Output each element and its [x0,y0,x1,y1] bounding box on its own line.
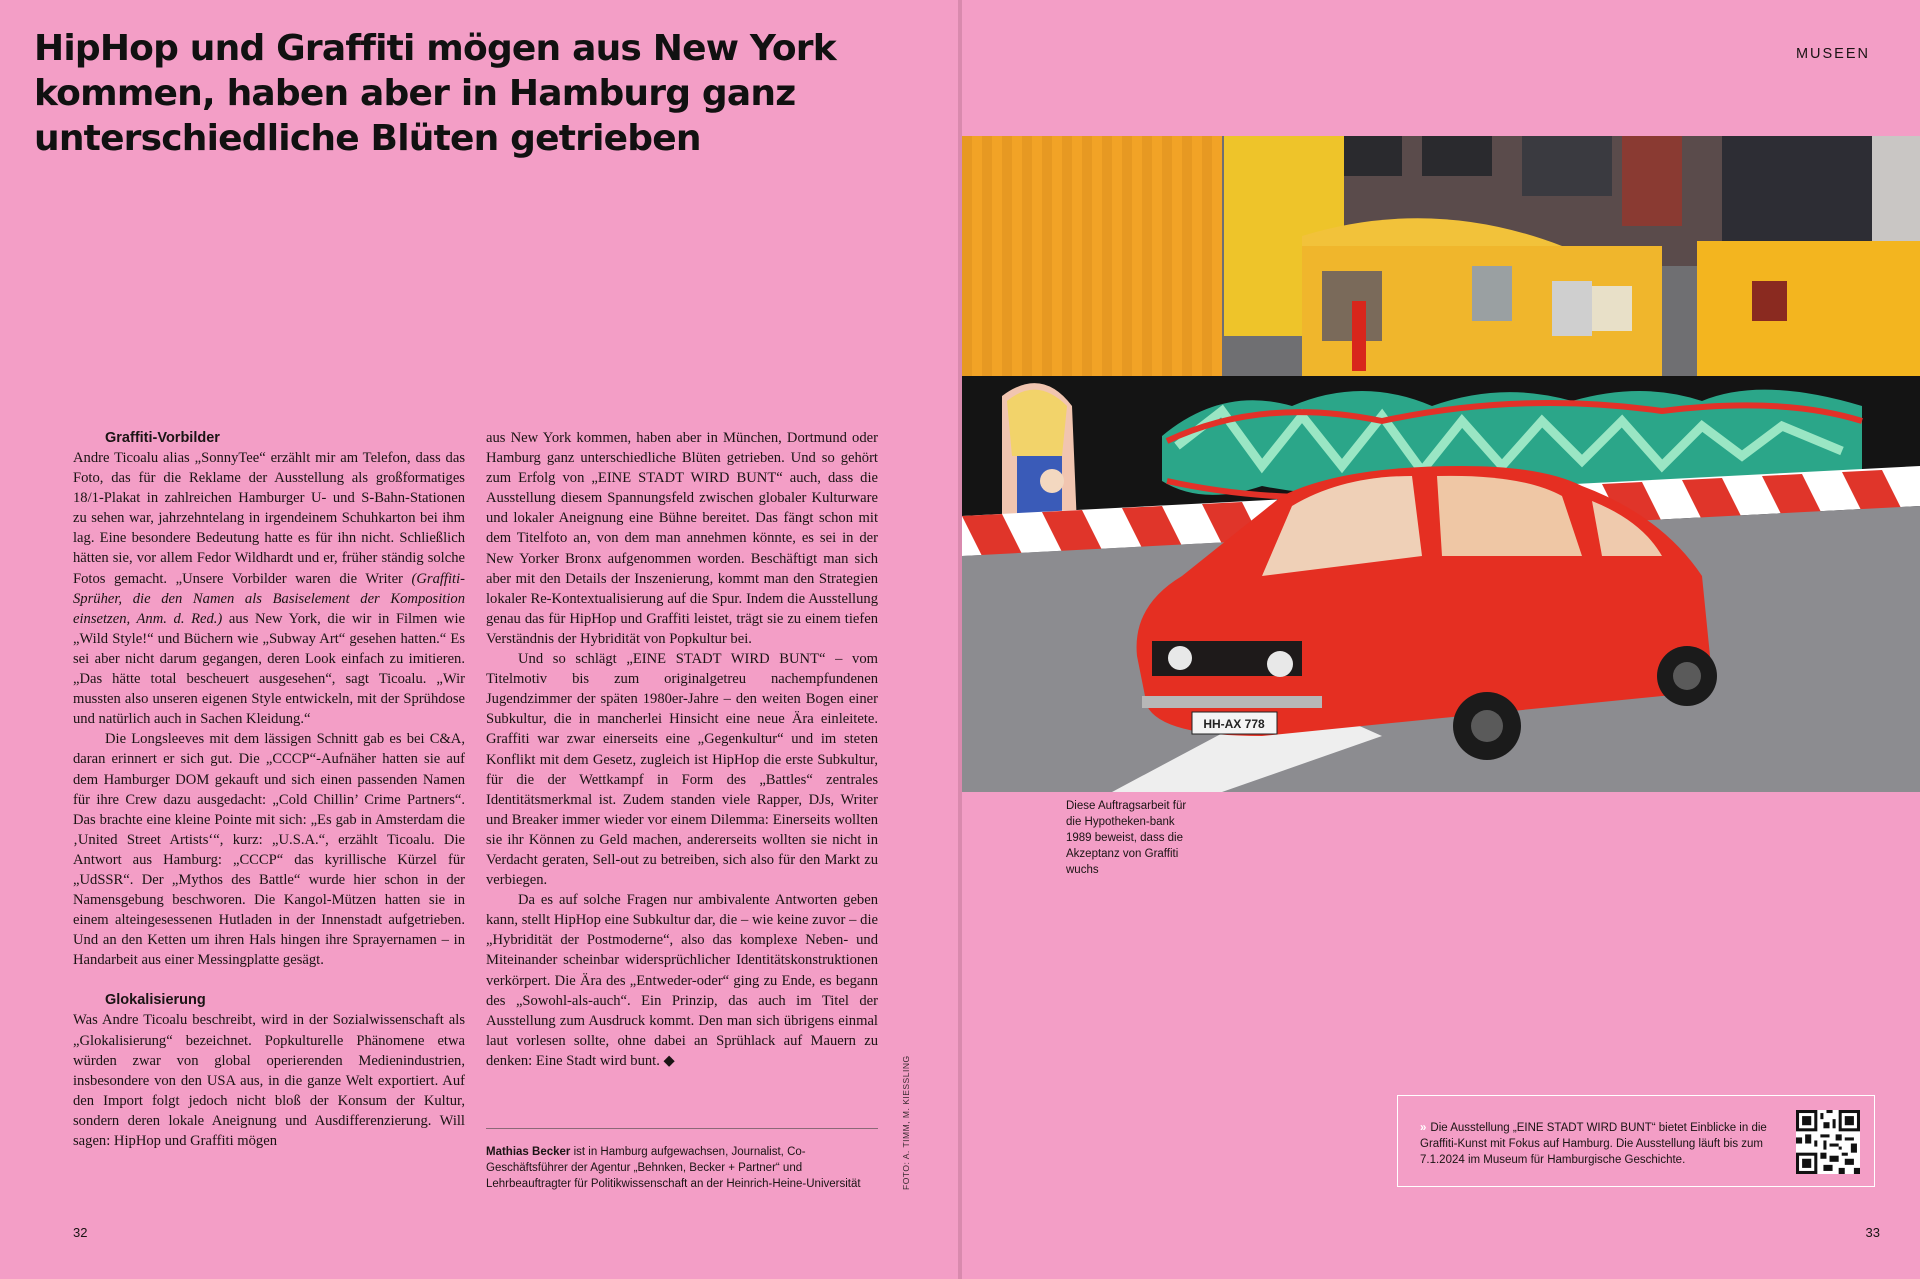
photo-credit: FOTO: A. TIMM, M. KIESSLING [901,1055,911,1190]
exhibition-info: Die Ausstellung „EINE STADT WIRD BUNT“ bietet Einblicke in die Graffiti-Kunst mit Fokus auf Hamburg. Die Ausstellung läuft bis zum 7.1.2024 im Museum für Hamburgische Geschichte. [1420,1122,1767,1166]
right-page [962,0,1920,1279]
paragraph: Was Andre Ticoalu beschreibt, wird in der Sozialwissenschaft als „Glokalisierung“ bezeichnet. Popkulturelle Phänomene etwa würden zwar von global operierenden Medienindustrien, insbesondere von den USA aus, in die ganze Welt exportiert. Auf den Import folgt jedoch nicht bloß der Konsum der Kultur, sondern deren lokale Aneignung und Ausdifferenzierung. Will sagen: HipHop und Graffiti mögen [73,1012,465,1149]
page-number-right: 33 [1865,1225,1880,1240]
graffiti-photo [962,136,1920,792]
subhead-graffiti-vorbilder: Graffiti-Vorbilder [105,430,220,446]
paragraph: Und so schlägt „EINE STADT WIRD BUNT“ – vom Titelmotiv bis zum originalgetreu nachempfundenen Jugendzimmer der späten 1980er-Jahre – den weiten Bogen einer Subkultur, die in mancherlei Hinsicht eine neue Ära einleitete. Graffiti war zwar einerseits eine „Gegenkultur“ und im steten Konflikt mit dem Gesetz, zugleich ist HipHop die erste Subkultur, für die der Wettkampf in Form des „Battles“ zentrales Identitätsmerkmal ist. Zudem standen viele Rapper, DJs, Writer und Breaker immer wieder vor einem Dilemma: Einerseits wollten sie ihr Können zu Geld machen, andererseits wollten sie nicht in Verdacht geraten, Sell-out zu betreiben, sich also für den Markt zu verbiegen. [486,651,878,889]
left-page [0,0,958,1279]
author-note [486,1144,878,1192]
paragraph [73,448,465,729]
author-name: Mathias Becker [486,1146,571,1158]
qr-code-icon[interactable] [1796,1110,1860,1174]
editor-note: (Graffiti-Sprüher, die den Namen als Basiselement der Komposition einsetzen, Anm. d. Red.) [73,570,465,627]
text-column-1 [73,428,465,1151]
double-arrow-icon: » [1420,1122,1427,1134]
page-number-left: 32 [73,1225,88,1240]
headline: HipHop und Graffiti mögen aus New York kommen, haben aber in Hamburg ganz unterschiedliche Blüten getrieben [34,28,836,159]
author-divider [486,1128,878,1129]
paragraph [486,890,878,1071]
section-label: MUSEEN [1795,46,1870,62]
exhibition-info-box [1397,1095,1875,1187]
paragraph-text: Andre Ticoalu alias „SonnyTee“ erzählt mir am Telefon, dass das Foto, das für die Reklame der Ausstellung als großformatiges 18/1-Plakat in zahlreichen Hamburger U- und S-Bahn-Stationen zu sehen war, jahrzehntelang in irgendeinem Schuhkarton bei ihm lag. Eine besondere Bedeutung hatte es für ihn nicht. Schließlich hätten sie, vor allem Fedor Wildhardt und er, früher ständig solche Fotos gemacht. „Unsere Vorbilder waren die Writer [73,450,465,587]
photo-caption: Diese Auftragsarbeit für die Hypotheken-bank 1989 beweist, dass die Akzeptanz von Graffiti wuchs [1066,800,1187,876]
end-mark-icon: ◆ [663,1052,675,1069]
exhibition-info-text [1420,1120,1786,1168]
author-bio: ist in Hamburg aufgewachsen, Journalist, Co-Geschäftsführer der Agentur „Behnken, Becker + Partner“ und Lehrbeauftragter für Politikwissenschaft an der Heinrich-Heine-Universität [486,1146,861,1190]
subhead-glokalisierung: Glokalisierung [105,992,206,1009]
license-plate: HH-AX 778 [1203,717,1265,731]
graffiti-photo-illustration [962,136,1920,792]
paragraph: Die Longsleeves mit dem lässigen Schnitt gab es bei C&A, daran erinnert er sich gut. Die „CCCP“-Aufnäher hatten sie auf dem Hamburger DOM gekauft und sich einen passenden Namen für ihre Crew dazu ausgedacht: „Cold Chillin’ Crime Partners“. Das brachte eine kleine Pointe mit sich: „Es gab in Amsterdam die ‚United Street Artists‘“, kurz: „U.S.A.“, erzählt Ticoalu. Die Antwort aus Hamburg: „CCCP“ das kyrillische Kürzel für „UdSSR“. Der „Mythos des Battle“ wurde hier schon in der Namensgebung beschworen. Die Kangol-Mützen hatten sie in einem alteingesessenen Hutladen in der Innenstadt aufgetrieben. Und an den Ketten um ihren Hals hingen ihre Sprayernamen – in Handarbeit aus einer Messingplatte gesägt. [73,731,465,969]
paragraph-text: aus New York, die wir in Filmen wie „Wild Style!“ und Büchern wie „Subway Art“ gesehen hatten.“ Es sei aber nicht darum gegangen, deren Look einfach zu imitieren. „Das hätte total bescheuert ausgesehen“, sagt Ticoalu. „Wir mussten also unseren eigenen Style entwickeln, mit der Sprühdose und natürlich auch in Sachen Kleidung.“ [73,610,465,728]
paragraph-text: Da es auf solche Fragen nur ambivalente Antworten geben kann, stellt HipHop eine Subkultur dar, die – wie keine zuvor – die „Hybridität der Postmoderne“, also das komplexe Neben- und Miteinander scheinbar widersprüchlicher Identitätskonstruktionen verkörpert. Die Ära des „Entweder-oder“ ging zu Ende, es begann des „Sowohl-als-auch“. Ein Prinzip, das auch im Titel der Ausstellung zum Ausdruck kommt. Den man sich übrigens einmal laut vorlesen sollte, ohne dabei an Sprühlack auf Mauern zu denken: Eine Stadt wird bunt. [486,892,878,1069]
text-column-2 [486,428,878,1071]
paragraph: aus New York kommen, haben aber in München, Dortmund oder Hamburg ganz unterschiedliche Blüten getrieben. Und so gehört zum Erfolg von „EINE STADT WIRD BUNT“ auch, dass die Ausstellung diesem Spannungsfeld zwischen globaler Kulturware und lokaler Aneignung eine Bühne bereitet. Das fängt schon mit dem Titelfoto an, von dem man annehmen könnte, es sei in der New Yorker Bronx aufgenommen worden. Beschäftigt man sich aber mit den Details der Inszenierung, kommt man den Strategien lokaler Re-Kontextualisierung auf die Spur. Indem die Ausstellung genau das für HipHop und Graffiti leistet, trägt sie zu einem tiefen Verständnis der Hybridität von Popkultur bei. [486,430,878,647]
